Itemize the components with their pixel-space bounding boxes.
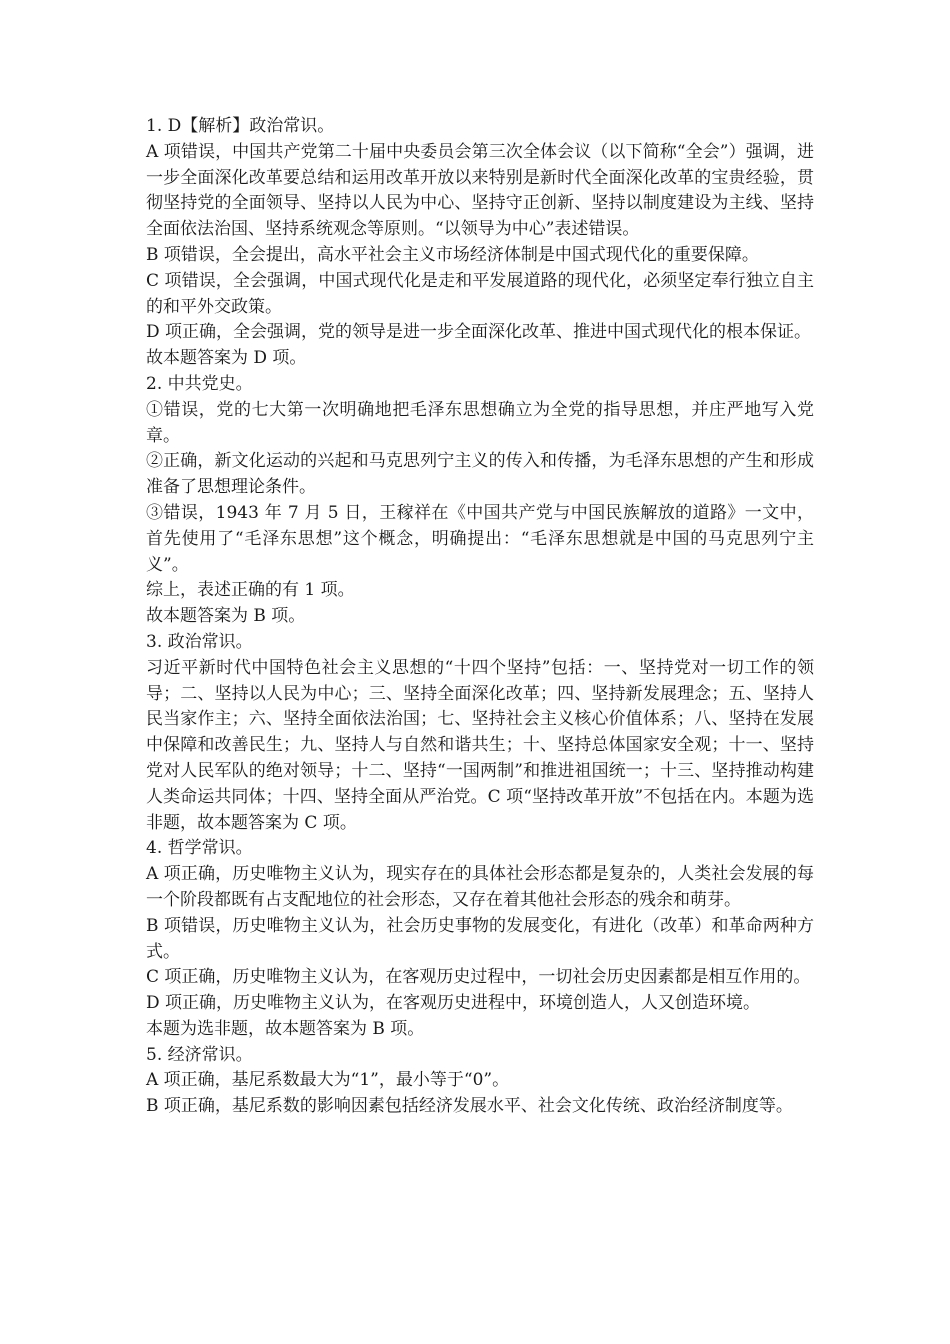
q5-option-b: B 项正确，基尼系数的影响因素包括经济发展水平、社会文化传统、政治经济制度等。 — [146, 1096, 793, 1117]
q1-answer: 故本题答案为 D 项。 — [146, 348, 307, 369]
q2-item-1: ①错误，党的七大第一次明确地把毛泽东思想确立为全党的指导思想，并庄严地写入党章。 — [146, 399, 814, 446]
q1-heading: 1. D【解析】政治常识。 — [146, 116, 335, 136]
q2-item-2: ②正确，新文化运动的兴起和马克思列宁主义的传入和传播，为毛泽东思想的产生和形成准备了思想理论条件。 — [146, 451, 814, 498]
q2-answer: 故本题答案为 B 项。 — [146, 606, 306, 627]
q4-option-a: A 项正确，历史唯物主义认为，现实存在的具体社会形态都是复杂的，人类社会发展的每一个阶段都既有占支配地位的社会形态，又存在着其他社会形态的残余和萌芽。 — [146, 864, 814, 910]
document-body — [146, 114, 814, 1120]
q1-option-a: A 项错误，中国共产党第二十届中央委员会第三次全体会议（以下简称“全会”）强调，进一步全面深化改革要总结和运用改革开放以来特别是新时代全面深化改革的宝贵经验，贯彻坚持党的全面领导、坚持以人民为中心、坚持守正创新、坚持以制度建设为主线、坚持全面依法治国、坚持系统观念等原则。“以领导为中心”表述错误。 — [146, 141, 814, 240]
q5-heading: 5. 经济常识。 — [146, 1044, 253, 1065]
q1-option-c: C 项错误，全会强调，中国式现代化是走和平发展道路的现代化，必须坚定奉行独立自主的和平外交政策。 — [146, 270, 814, 317]
q4-option-d: D 项正确，历史唯物主义认为，在客观历史进程中，环境创造人，人又创造环境。 — [146, 993, 761, 1014]
q2-heading: 2. 中共党史。 — [146, 373, 253, 394]
q2-item-3: ③错误，1943 年 7 月 5 日，王稼祥在《中国共产党与中国民族解放的道路》一文中，首先使用了“毛泽东思想”这个概念，明确提出：“毛泽东思想就是中国的马克思列宁主义”。 — [146, 502, 814, 575]
q2-summary: 综上，表述正确的有 1 项。 — [146, 580, 355, 601]
q5-option-a: A 项正确，基尼系数最大为“1”，最小等于“0”。 — [146, 1070, 510, 1091]
q4-answer: 本题为选非题，故本题答案为 B 项。 — [146, 1018, 425, 1039]
q1-option-d: D 项正确，全会强调，党的领导是进一步全面深化改革、推进中国式现代化的根本保证。 — [146, 322, 812, 343]
q3-explanation: 习近平新时代中国特色社会主义思想的“十四个坚持”包括：一、坚持党对一切工作的领导；二、坚持以人民为中心；三、坚持全面深化改革；四、坚持新发展理念；五、坚持人民当家作主；六、坚持全面依法治国；七、坚持社会主义核心价值体系；八、坚持在发展中保障和改善民生；九、坚持人与自然和谐共生；十、坚持总体国家安全观；十一、坚持党对人民军队的绝对领导；十二、坚持“一国两制”和推进祖国统一；十三、坚持推动构建人类命运共同体；十四、坚持全面从严治党。C 项“坚持改革开放”不包括在内。本题为选非题，故本题答案为 C 项。 — [146, 657, 814, 833]
q4-option-b: B 项错误，历史唯物主义认为，社会历史事物的发展变化，有进化（改革）和革命两种方式。 — [146, 915, 814, 962]
q1-option-b: B 项错误，全会提出，高水平社会主义市场经济体制是中国式现代化的重要保障。 — [146, 244, 759, 265]
q3-heading: 3. 政治常识。 — [146, 631, 253, 652]
q4-option-c: C 项正确，历史唯物主义认为，在客观历史过程中，一切社会历史因素都是相互作用的。 — [146, 967, 811, 988]
q4-heading: 4. 哲学常识。 — [146, 838, 253, 859]
